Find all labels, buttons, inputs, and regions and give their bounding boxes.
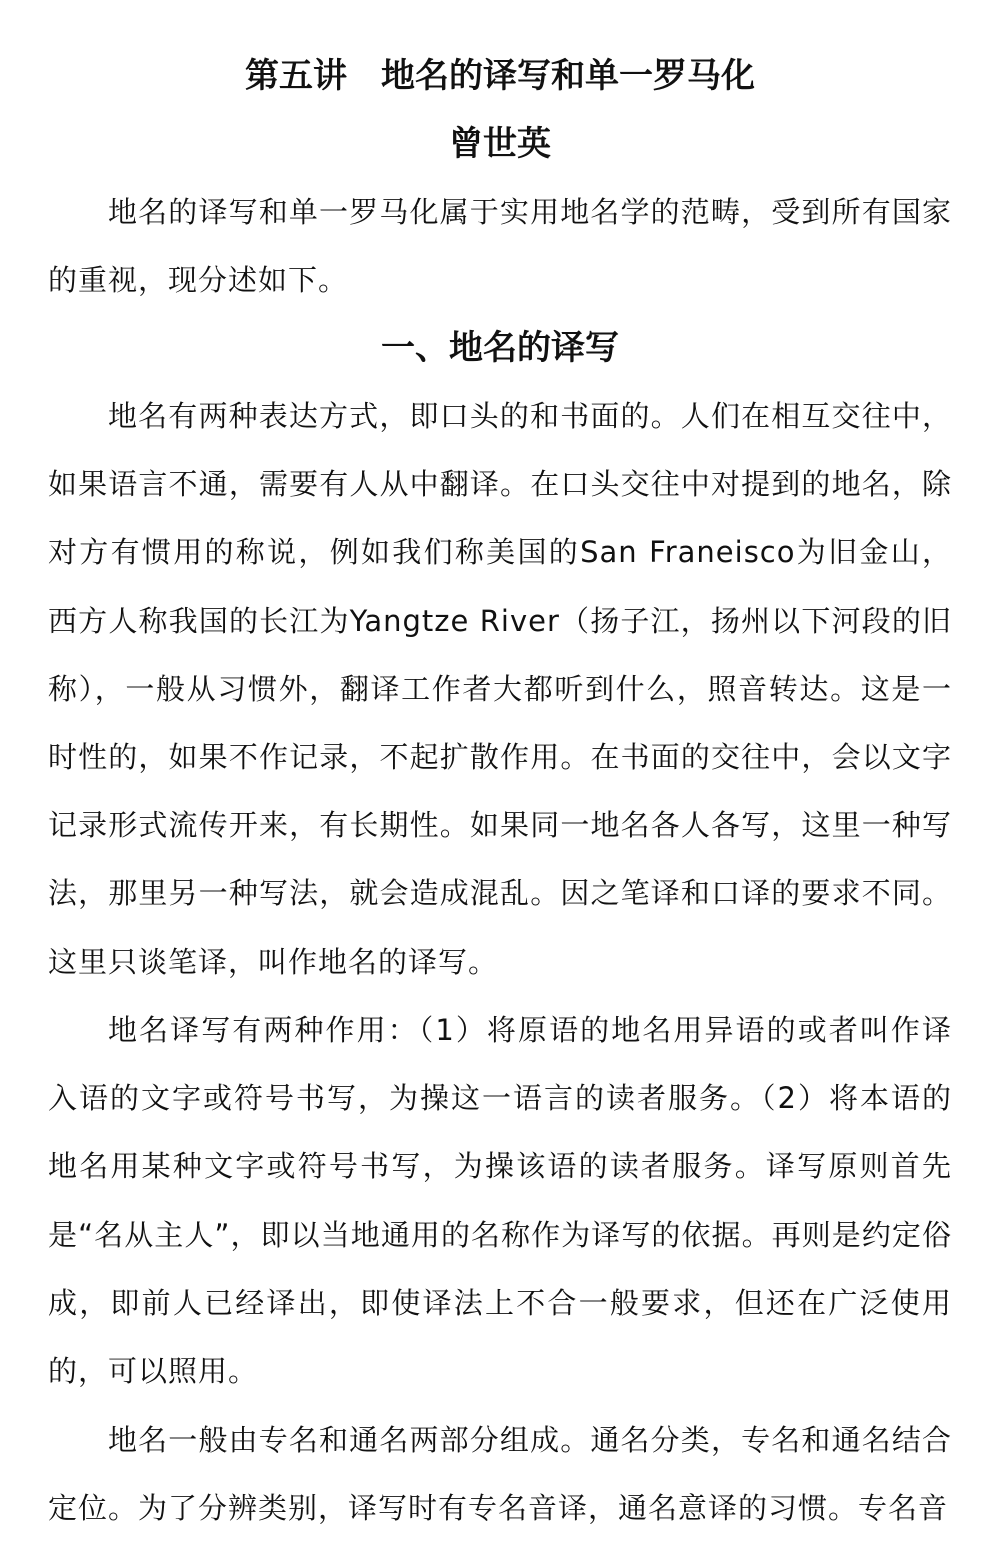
body-paragraph: 地名有两种表达方式，即口头的和书面的。人们在相互交往中，如果语言不通，需要有人从中翻译。在口头交往中对提到的地名，除对方有惯用的称说，例如我们称美国的San Franeisco为旧金山，西方人称我国的长江为Yangtze River（扬子江，扬州以下河段的旧称），一般从习惯外，翻译工作者大都听到什么，照音转达。这是一时性的，如果不作记录，不起扩散作用。在书面的交往中，会以文字记录形式流传开来，有长期性。如果同一地名各人各写，这里一种写法，那里另一种写法，就会造成混乱。因之笔译和口译的要求不同。这里只谈笔译，叫作地名的译写。: [48, 399, 952, 979]
body-paragraph: 地名译写有两种作用：（1）将原语的地名用异语的或者叫作译入语的文字或符号书写，为操这一语言的读者服务。（2）将本语的地名用某种文字或符号书写，为操该语的读者服务。译写原则首先是“名从主人”，即以当地通用的名称作为译写的依据。再则是约定俗成，即前人已经译出，即使译法上不合一般要求，但还在广泛使用的，可以照用。: [48, 1013, 952, 1389]
document-title: 第五讲 地名的译写和单一罗马化: [245, 56, 755, 96]
section-heading: 一、地名的译写: [381, 328, 619, 368]
intro-paragraph: 地名的译写和单一罗马化属于实用地名学的范畴，受到所有国家的重视，现分述如下。: [48, 195, 952, 298]
body-paragraph: 地名一般由专名和通名两部分组成。通名分类，专名和通名结合定位。为了分辨类别，译写时有专名音译，通名意译的习惯。专名音: [48, 1423, 952, 1526]
author-name: 曾世英: [449, 124, 551, 164]
